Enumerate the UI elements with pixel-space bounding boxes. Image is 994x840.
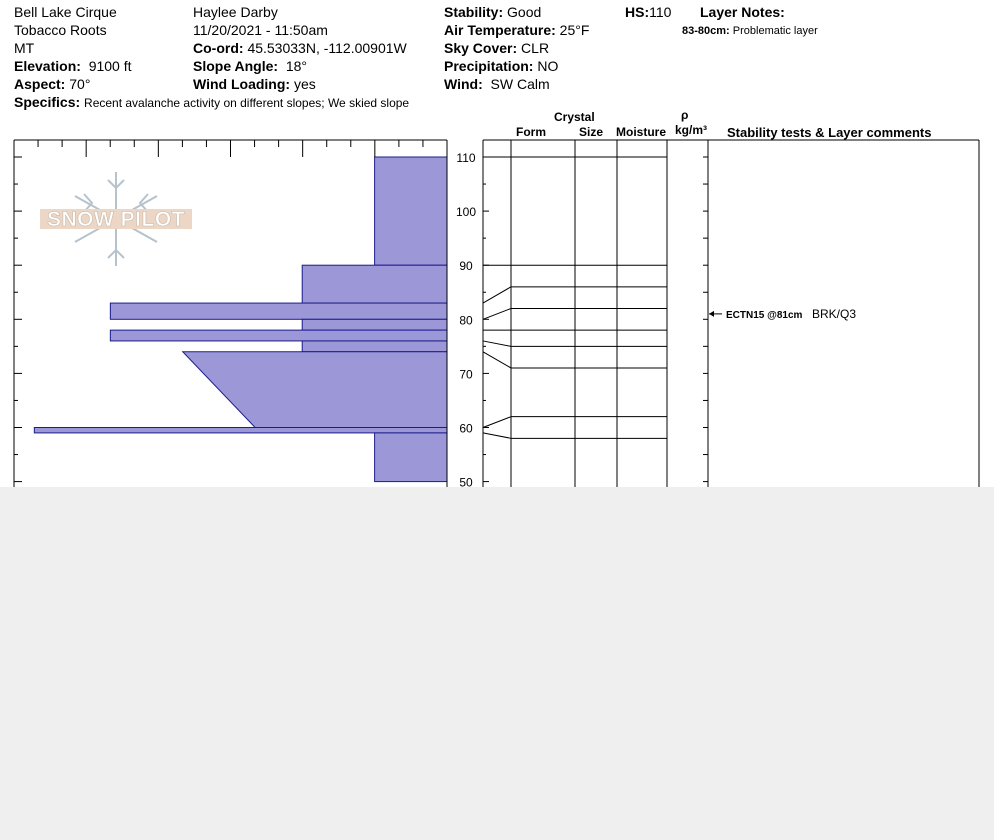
hardness-layer-7 bbox=[34, 428, 447, 433]
size-header: Size bbox=[579, 125, 604, 139]
svg-text:SNOW PILOT: SNOW PILOT bbox=[47, 208, 185, 231]
depth-tick-label: 60 bbox=[459, 421, 473, 436]
precipitation: Precipitation: NO bbox=[444, 58, 559, 74]
depth-tick-label: 50 bbox=[459, 475, 473, 487]
stability: Stability: Good bbox=[444, 4, 542, 20]
wind-loading: Wind Loading: yes bbox=[193, 76, 316, 92]
test-arrow-icon bbox=[709, 311, 714, 317]
specifics: Specifics: Recent avalanche activity on different slopes; We skied slope bbox=[14, 94, 410, 110]
hardness-layer-3 bbox=[302, 319, 447, 330]
state: MT bbox=[14, 40, 35, 56]
coordinates: Co-ord: 45.53033N, -112.00901W bbox=[193, 40, 407, 56]
hardness-profile bbox=[34, 157, 447, 482]
stability-test-annotations bbox=[709, 307, 856, 321]
stability-tests-header: Stability tests & Layer comments bbox=[727, 125, 932, 140]
sky-cover: Sky Cover: CLR bbox=[444, 40, 550, 56]
observer-name: Haylee Darby bbox=[193, 4, 278, 20]
hardness-layer-0 bbox=[375, 157, 447, 265]
density-symbol: ρ bbox=[681, 108, 689, 122]
elevation: Elevation: 9100 ft bbox=[14, 58, 132, 74]
hardness-layer-5 bbox=[302, 341, 447, 352]
depth-tick-label: 80 bbox=[459, 313, 473, 328]
layer-boundary-connector bbox=[483, 287, 511, 303]
air-temperature: Air Temperature: 25°F bbox=[444, 22, 590, 38]
depth-tick-label: 70 bbox=[459, 367, 473, 382]
observation-datetime: 11/20/2021 - 11:50am bbox=[193, 22, 328, 38]
crystal-header: Crystal bbox=[554, 110, 595, 124]
form-header: Form bbox=[516, 125, 546, 139]
depth-tick-label: 100 bbox=[455, 205, 477, 220]
layer-note: 83-80cm: Problematic layer bbox=[682, 25, 818, 37]
hardness-layer-2 bbox=[110, 303, 447, 319]
location-name: Bell Lake Cirque bbox=[14, 4, 117, 20]
moisture-header: Moisture bbox=[616, 125, 667, 139]
stability-test-result: BRK/Q3 bbox=[812, 306, 857, 321]
hardness-layer-6 bbox=[183, 352, 447, 428]
hardness-layer-4 bbox=[110, 330, 447, 341]
snow-height: HS:110 bbox=[625, 4, 672, 20]
stability-test-name: ECTN15 @81cm bbox=[726, 309, 803, 321]
wind: Wind: SW Calm bbox=[444, 76, 550, 92]
density-unit: kg/m³ bbox=[675, 123, 708, 137]
layer-boundary-connector bbox=[483, 308, 511, 319]
layer-boundary-connector bbox=[483, 417, 511, 428]
depth-tick-label: 110 bbox=[456, 151, 476, 165]
layer-notes-title: Layer Notes: bbox=[700, 4, 785, 20]
layer-boundary-connector bbox=[483, 341, 511, 346]
mountain-range: Tobacco Roots bbox=[14, 22, 107, 38]
layer-boundary-connector bbox=[483, 352, 511, 368]
hardness-layer-1 bbox=[302, 265, 447, 303]
hardness-layer-8 bbox=[375, 433, 447, 482]
slope-angle: Slope Angle: 18° bbox=[193, 58, 307, 74]
snowpilot-logo bbox=[40, 208, 192, 231]
layer-boundary-connector bbox=[483, 433, 511, 438]
aspect: Aspect: 70° bbox=[14, 76, 91, 92]
depth-tick-label: 90 bbox=[459, 259, 473, 274]
